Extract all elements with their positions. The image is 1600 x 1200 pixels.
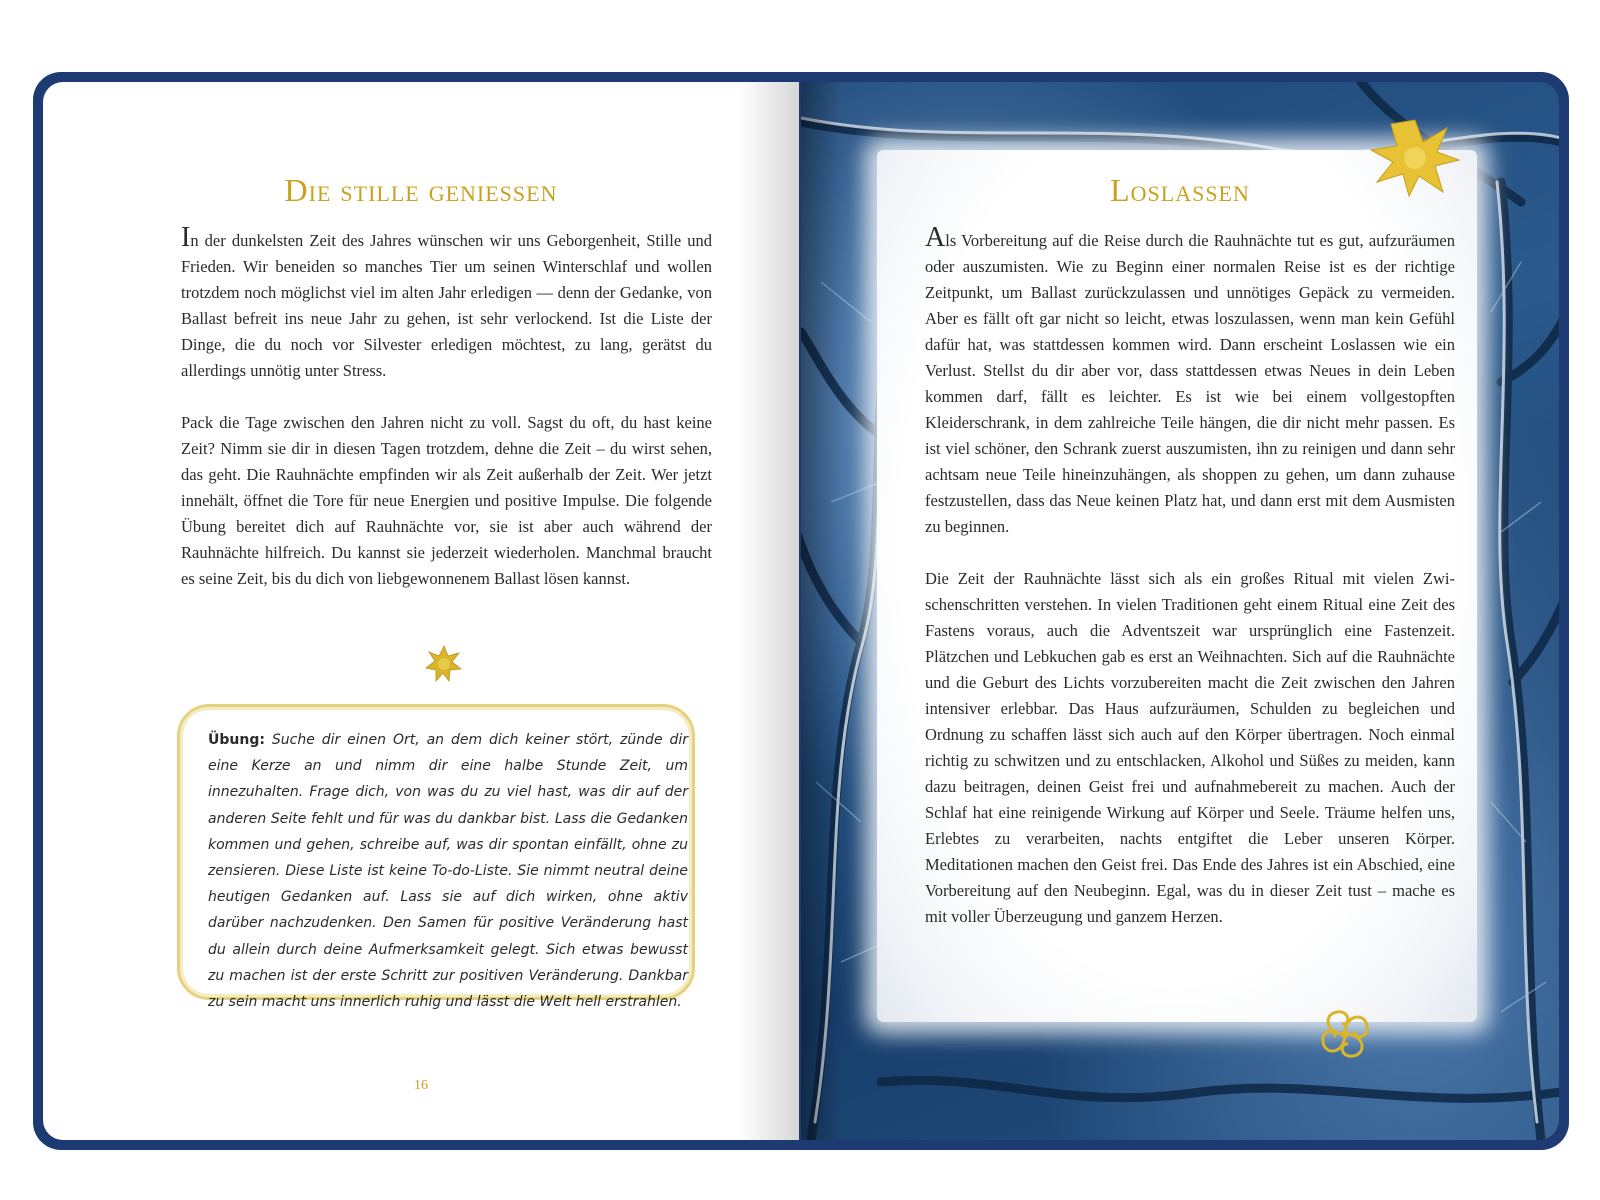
page-number: 16 — [414, 1078, 428, 1093]
left-page — [43, 82, 799, 1140]
left-paragraph-1 — [181, 222, 712, 384]
exercise-box — [177, 704, 695, 1011]
left-page-title: Die stille geniessen — [284, 172, 558, 208]
right-dropcap: A — [925, 222, 946, 253]
left-dropcap: I — [181, 222, 191, 253]
right-page-title: Loslassen — [1110, 172, 1250, 208]
right-page-body — [925, 222, 1455, 956]
left-paragraph-2: Pack die Tage zwischen den Jahren nicht zu voll. Sagst du oft, du hast keine Zeit? Nimm sie dir in diesen Tagen trotzdem, dehne die Zeit – du wirst sehen, das geht. Die Rauhnächte empfinden wir als Zeit außerhalb der Zeit. Wer jetzt innehält, öffnet die Tore für neue Energien und positive Impulse. Die folgende Übung bereitet dich auf Rauhnächte vor, sie ist aber auch während der Rauhnächte hilfreich. Du kannst sie jederzeit wiederholen. Manchmal braucht es seine Zeit, bis du dich von liebgewonnenem Ballast lösen kannst. — [181, 413, 712, 588]
star-icon — [1369, 118, 1461, 198]
exercise-text: Suche dir einen Ort, an dem dich keiner stört, zünde dir eine Kerze an und nimm dir eine halbe Stunde Zeit, um innezuhalten. Frage dich, von was du zu viel hast, was dir auf der anderen Seite fehlt und für was du dankbar bist. Lass die Gedanken kommen und gehen, schreibe auf, was dir spontan einfällt, ohne zu zensieren. Diese Liste ist keine To-do-Liste. Sie nimmt neutral deine heutigen Gedanken auf. Lass sie auf dich wirken, ohne aktiv darüber nachzudenken. Den Samen für positive Veränderung hast du allein durch deine Aufmerksamkeit gelegt. Sich etwas bewusst zu machen ist der erste Schritt zur positiven Veränderung. Dankbar zu sein macht uns innerlich ruhig und lässt die Welt hell erstrahlen. — [208, 732, 689, 1011]
page-gutter-shadow — [739, 82, 799, 1140]
book-spread — [33, 72, 1569, 1150]
page-gutter-shadow-right — [801, 82, 841, 1140]
left-paragraph-1-text: n der dunkelsten Zeit des Jahres wünschen wir uns Geborgenheit, Stille und Frieden. Wir beneiden so manches Tier um seinen Winterschlaf und wollen trotzdem noch möglichst viel im alten Jahr erledigen — denn der Gedanke, von Ballast befreit ins neue Jahr zu gehen, ist sehr verlockend. Ist die Liste der Dinge, die du noch vor Silvester erledigen möchtest, zu lang, gerätst du allerdings unnötig unter Stress. — [181, 231, 712, 380]
left-page-body — [181, 222, 712, 618]
right-paragraph-1-text: ls Vorbereitung auf die Reise durch die Rauhnächte tut es gut, aufzuräumen oder auszumisten. Wie zu Beginn einer normalen Reise ist es der richtige Zeitpunkt, um Ballast zurückzulassen und unnötiges Gepäck zu vermeiden. Aber es fällt oft gar nicht so leicht, etwas loszulassen, wenn man kein Gefühl dafür hat, was stattdessen kommen wird. Dann erscheint Loslassen wie ein Verlust. Stellst du dir aber vor, dass stattdessen etwas Neues in dein Leben kommen darf, fällt es leichter. Es ist wie bei einem vollgestopften Kleiderschrank, in dem zahlreiche Teile hängen, die dir nicht mehr passen. Es ist viel schöner, den Schrank zuerst auszumisten, ihn zu reinigen und dann sehr achtsam neue Teile hineinzuhängen, als shoppen zu gehen, um dann zuhause festzustellen, dass das Neue keinen Platz hat, und dann erst mit dem Ausmisten zu beginnen. — [925, 231, 1455, 536]
right-paragraph-1 — [925, 222, 1455, 540]
swirl-ornament-icon — [1305, 994, 1385, 1074]
exercise-label: Übung: — [208, 732, 265, 748]
star-icon — [424, 644, 464, 684]
right-paragraph-2: Die Zeit der Rauhnächte lässt sich als ein großes Ritual mit vielen Zwischenschritten verstehen. In vielen Traditionen geht einem Ritual eine Zeit des Fastens voraus, auch die Adventszeit war ursprünglich eine Fastenzeit. Plätzchen und Lebkuchen gab es erst an Weihnachten. Sich auf die Rauhnächte und die Geburt des Lichts vorzubereiten macht die Zeit zwischen den Jahren intensiver erlebbar. Das Haus aufzuräumen, Schulden zu begleichen und Ordnung zu schaffen lässt sich auch auf den Körper übertragen. Noch einmal richtig zu schwitzen und zu entschlacken, Alkohol und Süßes zu meiden, kann dazu beitragen, deinen Geist frei und aufnahmebereit zu machen. Auch der Schlaf hat eine reinigende Wirkung auf Körper und Seele. Träume helfen uns, Erlebtes zu verarbeiten, nachts entgiftet die Leber unseren Körper. Meditationen machen den Geist frei. Das Ende des Jahres ist ein Abschied, eine Vorbereitung auf den Neubeginn. Egal, was du in dieser Zeit tust – mache es mit voller Überzeugung und ganzem Herzen. — [925, 569, 1455, 926]
right-page — [801, 82, 1559, 1140]
exercise-paragraph — [208, 727, 688, 1015]
